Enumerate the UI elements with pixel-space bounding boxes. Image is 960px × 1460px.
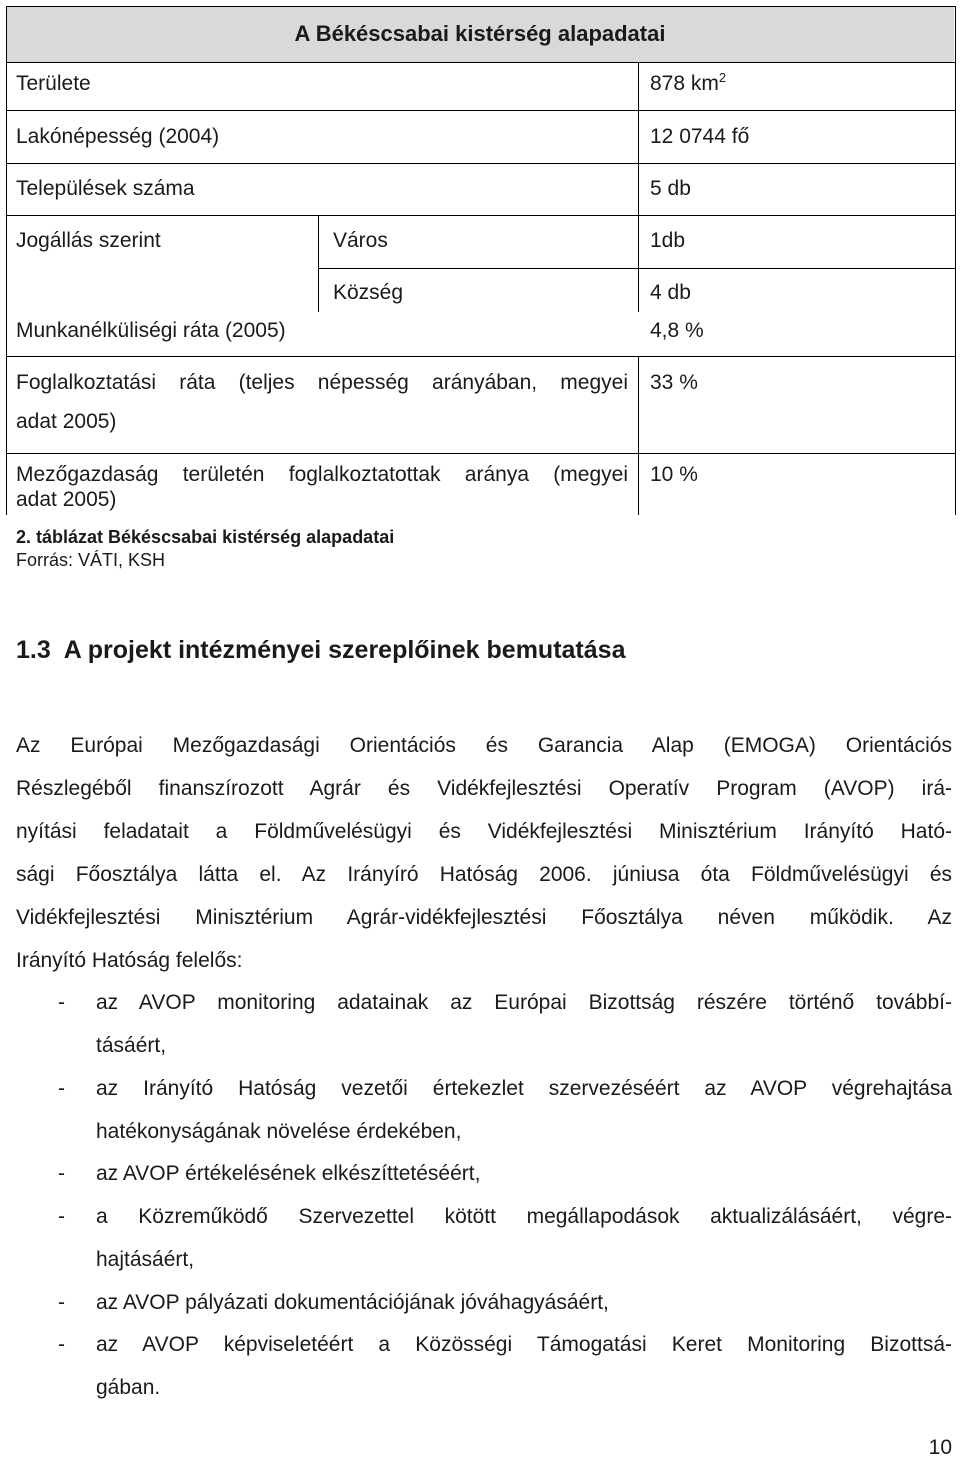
table-title: A Békéscsabai kistérség alapadatai bbox=[294, 21, 666, 46]
row-agriculture-value: 10 % bbox=[650, 463, 698, 486]
row-settlements-value: 5 db bbox=[650, 177, 691, 200]
row-legal-status-label: Jogállás szerint bbox=[16, 229, 161, 252]
list-item-line: hajtásáért, bbox=[96, 1248, 195, 1271]
list-item-line: az AVOP képviseletéért a Közösségi Támogatási Keret Monitoring Bizottsá- bbox=[96, 1333, 952, 1356]
section-heading: 1.3 A projekt intézményei szereplőinek bemutatása bbox=[16, 636, 626, 664]
list-item-line: tásáért, bbox=[96, 1034, 167, 1057]
row-unemployment-label: Munkanélküliségi ráta (2005) bbox=[16, 319, 286, 342]
page-number: 10 bbox=[928, 1436, 952, 1459]
list-item-line: az Irányító Hatóság vezetői értekezlet szervezéséért az AVOP végrehajtása bbox=[96, 1077, 952, 1100]
row-area-value: 878 $km^2$ bbox=[650, 70, 727, 95]
row-population-label: Lakónépesség (2004) bbox=[16, 125, 220, 148]
row-agriculture-label-line1: Mezőgazdaság területén foglalkoztatottak aránya (megyei bbox=[16, 463, 628, 486]
paragraph-line: Irányító Hatóság felelős: bbox=[16, 949, 243, 972]
row-settlements-label: Települések száma bbox=[16, 177, 195, 200]
row-area-label: Területe bbox=[16, 72, 91, 95]
row-village-value: 4 db bbox=[650, 281, 691, 304]
row-employment-label-line2: adat 2005) bbox=[16, 410, 117, 433]
list-item-line: gában. bbox=[96, 1376, 161, 1399]
row-unemployment-value: 4,8 % bbox=[650, 319, 704, 342]
list-item-line: az AVOP pályázati dokumentációjának jóváhagyásáért, bbox=[96, 1291, 609, 1314]
list-marker: - bbox=[58, 1162, 65, 1185]
list-marker: - bbox=[58, 1205, 65, 1228]
row-village-label: Község bbox=[333, 281, 404, 304]
row-city-label: Város bbox=[333, 229, 388, 252]
list-marker: - bbox=[58, 1333, 65, 1356]
paragraph-line: Vidékfejlesztési Minisztérium Agrár-vidékfejlesztési Főosztálya néven működik. Az bbox=[16, 906, 952, 929]
table-source: Forrás: VÁTI, KSH bbox=[16, 550, 166, 570]
list-item-line: a Közreműködő Szervezettel kötött megállapodások aktualizálásáért, végre- bbox=[96, 1205, 952, 1228]
list-item-line: hatékonyságának növelése érdekében, bbox=[96, 1120, 462, 1143]
list-marker: - bbox=[58, 1291, 65, 1314]
list-marker: - bbox=[58, 991, 65, 1014]
row-city-value: 1db bbox=[650, 229, 686, 252]
row-population-value: 12 0744 fő bbox=[650, 125, 750, 148]
paragraph-line: sági Főosztálya látta el. Az Irányíró Hatóság 2006. júniusa óta Földművelésügyi és bbox=[16, 863, 952, 886]
row-employment-label-line1: Foglalkoztatási ráta (teljes népesség arányában, megyei bbox=[16, 371, 628, 394]
list-marker: - bbox=[58, 1077, 65, 1100]
row-employment-value: 33 % bbox=[650, 371, 698, 394]
list-item-line: az AVOP monitoring adatainak az Európai Bizottság részére történő továbbí- bbox=[96, 991, 952, 1014]
paragraph-line: Az Európai Mezőgazdasági Orientációs és Garancia Alap (EMOGA) Orientációs bbox=[16, 734, 952, 757]
list-item-line: az AVOP értékelésének elkészíttetéséért, bbox=[96, 1162, 481, 1185]
paragraph-line: nyítási feladatait a Földművelésügyi és Vidékfejlesztési Minisztérium Irányító Ható- bbox=[16, 820, 952, 843]
table-caption: 2. táblázat Békéscsabai kistérség alapadatai bbox=[16, 527, 395, 547]
paragraph-line: Részlegéből finanszírozott Agrár és Vidékfejlesztési Operatív Program (AVOP) irá- bbox=[16, 777, 952, 800]
row-agriculture-label-line2: adat 2005) bbox=[16, 488, 117, 511]
